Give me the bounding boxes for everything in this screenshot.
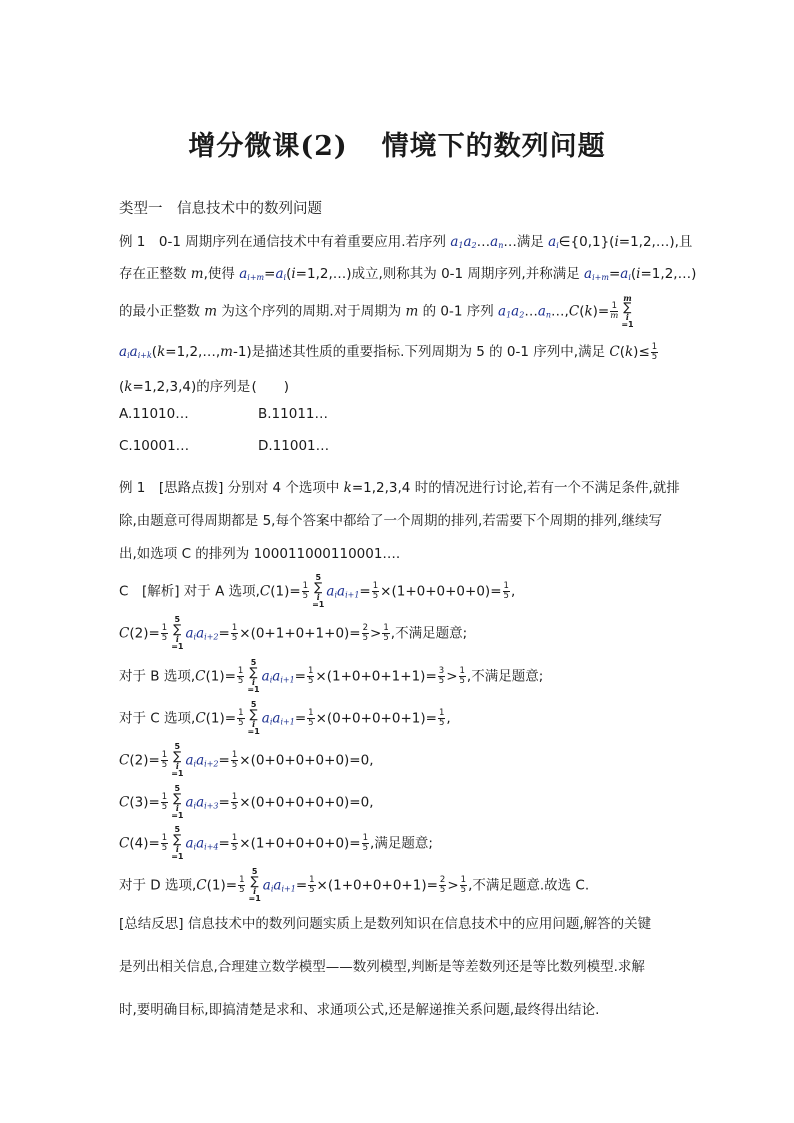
summary-line-3: 时,要明确目标,即搞清楚是求和、求通项公式,还是解递推关系问题,最终得出结论.: [119, 1002, 600, 1018]
solution-line-4: 对于 C 选项,C(1)= $\frac{1}{5}$ 5 ∑ i =1 $a_ia_{i+1}=$ $\frac{1}{5}$ ×(0+0+0+0+1)= $\frac{1}{5}$ ,: [119, 700, 451, 736]
solution-line-1: C [解析] 对于 A 选项,C(1)= $\frac{1}{5}$ 5 ∑ i =1 $a_ia_{i+1}=$ $\frac{1}{5}$ ×(1+0+0+0+0)= $\frac{1}{5}$ ,: [119, 573, 516, 609]
section-heading: 类型一 信息技术中的数列问题: [119, 201, 322, 217]
hint-line-1: 例 1 [思路点拨] 分别对 4 个选项中 k=1,2,3,4 时的情况进行讨论,若有一个不满足条件,就排: [119, 480, 680, 496]
hint-line-3: 出,如选项 C 的排列为 100011000110001….: [119, 546, 401, 562]
solution-line-3: 对于 B 选项,C(1)= $\frac{1}{5}$ 5 ∑ i =1 $a_ia_{i+1}=$ $\frac{1}{5}$ ×(1+0+0+1+1)= $\frac{3}{5}$ > $\frac{1}{5}$ ,不满足题意;: [119, 658, 544, 694]
hint-line-2: 除,由题意可得周期都是 5,每个答案中都给了一个周期的排列,若需要下个周期的排列,继续写: [119, 513, 663, 529]
example-line-4: $a_ia_{i+k}(k=1,2,\dots,m-1)$是描述其性质的重要指标.下列周期为 5 的 0-1 序列中,满足 C(k)≤ $\frac{1}{5}$: [119, 341, 658, 362]
solution-line-2: C(2)= $\frac{1}{5}$ 5 ∑ i =1 $a_ia_{i+2}=$ $\frac{1}{5}$ ×(0+1+0+1+0)= $\frac{2}{5}$ > $\frac{1}{5}$ ,不满足题意;: [119, 615, 468, 651]
solution-line-8: 对于 D 选项,C(1)= $\frac{1}{5}$ 5 ∑ i =1 $a_ia_{i+1}=$ $\frac{1}{5}$ ×(1+0+0+0+1)= $\frac{2}{5}$ > $\frac{1}{5}$ ,不满足题意.故选 C.: [119, 867, 590, 903]
answer-blank: ( ): [251, 379, 290, 395]
example-line-3: 的最小正整数 m 为这个序列的周期.对于周期为 m 的 0-1 序列 $a_1a_2\dots a_n\dots,C(k)=$ $\frac{1}{m}$ m ∑ i =1: [119, 293, 634, 329]
option-a: A.11010…: [119, 406, 189, 422]
title-part1: 增分微课(2): [188, 131, 348, 162]
option-b: B.11011…: [258, 406, 328, 422]
summary-line-1: [总结反思] 信息技术中的数列问题实质上是数列知识在信息技术中的应用问题,解答的关键: [119, 916, 652, 932]
option-c: C.10001…: [119, 438, 190, 454]
option-d: D.11001…: [258, 438, 330, 454]
title-part2: 情境下的数列问题: [381, 131, 606, 162]
solution-line-7: C(4)= $\frac{1}{5}$ 5 ∑ i =1 $a_ia_{i+4}=$ $\frac{1}{5}$ ×(1+0+0+0+0)= $\frac{1}{5}$ ,满足题意;: [119, 825, 433, 861]
example-line-2: 存在正整数 m,使得 $a_{i+m}=a_i(i=1,2,\dots)$成立,则称其为 0-1 周期序列,并称满足 $a_{i+m}=a_i(i=1,2,\dots)$: [119, 266, 697, 282]
page-title: [0, 124, 794, 163]
example-line-5: (k=1,2,3,4)的序列是( ): [119, 375, 290, 395]
solution-line-6: C(3)= $\frac{1}{5}$ 5 ∑ i =1 $a_ia_{i+3}=$ $\frac{1}{5}$ ×(0+0+0+0+0)=0,: [119, 784, 374, 820]
solution-line-5: C(2)= $\frac{1}{5}$ 5 ∑ i =1 $a_ia_{i+2}=$ $\frac{1}{5}$ ×(0+0+0+0+0)=0,: [119, 742, 374, 778]
example-line-1: 例 1 0-1 周期序列在通信技术中有着重要应用.若序列 $a_1a_2\dots a_n\dots$满足 $a_i\in\{0,1\}(i=1,2,\dots)$,且: [119, 234, 693, 250]
summary-line-2: 是列出相关信息,合理建立数学模型——数列模型,判断是等差数列还是等比数列模型.求解: [119, 959, 645, 975]
